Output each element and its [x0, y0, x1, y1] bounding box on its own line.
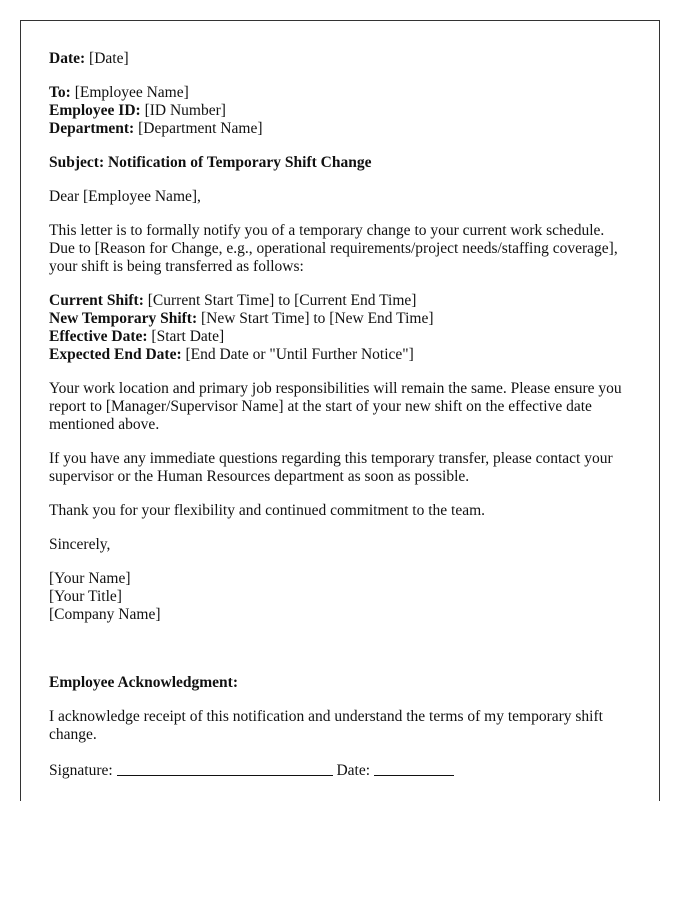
- current-shift-value: [Current Start Time] to [Current End Time]: [147, 292, 417, 309]
- date-line: [49, 50, 631, 68]
- department-label: Department:: [49, 120, 135, 137]
- date-value: [Date]: [89, 50, 129, 67]
- sender-title: [Your Title]: [49, 588, 122, 605]
- shift-details: [49, 292, 631, 364]
- employee-id-line: [49, 102, 631, 120]
- closing: Sincerely,: [49, 536, 111, 553]
- effective-date-label: Effective Date:: [49, 328, 148, 345]
- employee-id-label: Employee ID:: [49, 102, 141, 119]
- to-label: To:: [49, 84, 71, 101]
- acknowledgment-text: I acknowledge receipt of this notification and understand the terms of my temporary shift change.: [49, 708, 603, 743]
- letter-page: [20, 20, 660, 801]
- salutation: Dear [Employee Name],: [49, 188, 201, 205]
- effective-date-line: [49, 328, 631, 346]
- new-shift-line: [49, 310, 631, 328]
- date-label: Date:: [49, 50, 86, 67]
- signature-label: Signature:: [49, 762, 113, 779]
- acknowledgment-heading: Employee Acknowledgment:: [49, 674, 239, 691]
- sender-name: [Your Name]: [49, 570, 131, 587]
- body-paragraph-location: Your work location and primary job responsibilities will remain the same. Please ensure you report to [Manager/Supervisor Name] at the start of your new shift on the effective date mentioned above.: [49, 380, 622, 433]
- employee-id-value: [ID Number]: [144, 102, 226, 119]
- current-shift-line: [49, 292, 631, 310]
- subject-line: Subject: Notification of Temporary Shift Change: [49, 154, 372, 171]
- acknowledgment-section: [49, 674, 631, 780]
- recipient-block: [49, 84, 631, 138]
- to-line: [49, 84, 631, 102]
- to-value: [Employee Name]: [74, 84, 189, 101]
- signature-field[interactable]: [117, 761, 333, 776]
- effective-date-value: [Start Date]: [151, 328, 225, 345]
- ack-date-label: Date:: [336, 762, 371, 779]
- sender-company: [Company Name]: [49, 606, 161, 623]
- new-shift-label: New Temporary Shift:: [49, 310, 198, 327]
- department-line: [49, 120, 631, 138]
- signature-block: [49, 570, 631, 624]
- expected-end-date-line: [49, 346, 631, 364]
- expected-end-date-value: [End Date or "Until Further Notice"]: [185, 346, 414, 363]
- intro-paragraph: This letter is to formally notify you of a temporary change to your current work schedule. Due to [Reason for Change, e.g., operational requirements/project needs/staffing coverage], your shift is being transferred as follows:: [49, 222, 618, 275]
- ack-date-field[interactable]: [374, 761, 454, 776]
- acknowledgment-signature-line: [49, 760, 631, 780]
- body-paragraph-thanks: Thank you for your flexibility and continued commitment to the team.: [49, 502, 486, 519]
- expected-end-date-label: Expected End Date:: [49, 346, 182, 363]
- new-shift-value: [New Start Time] to [New End Time]: [200, 310, 434, 327]
- department-value: [Department Name]: [138, 120, 263, 137]
- body-paragraph-questions: If you have any immediate questions regarding this temporary transfer, please contact your supervisor or the Human Resources department as soon as possible.: [49, 450, 613, 485]
- current-shift-label: Current Shift:: [49, 292, 144, 309]
